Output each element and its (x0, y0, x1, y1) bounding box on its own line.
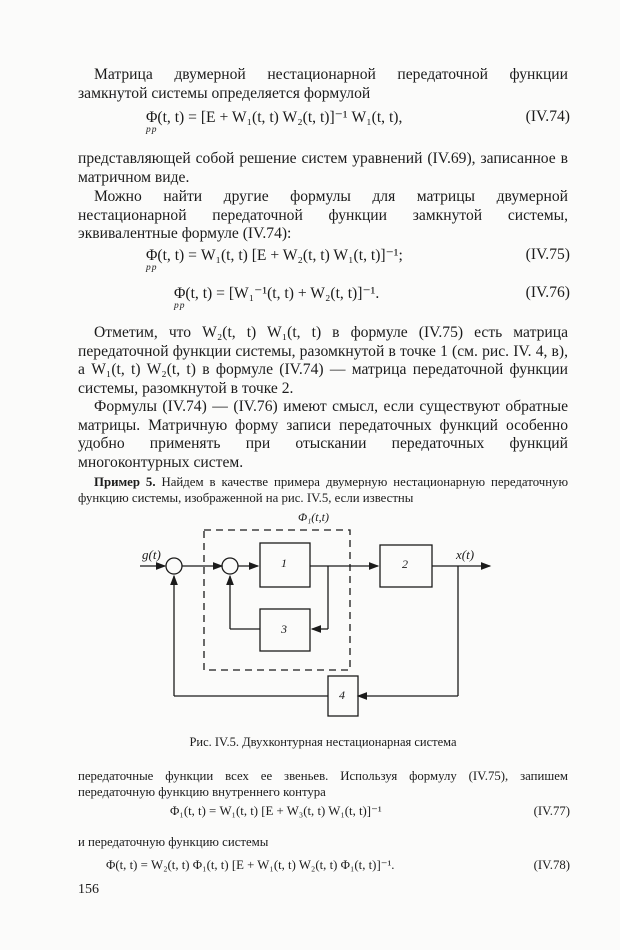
equation-formula: Φ(t, t) = W₂(t, t) Φ₁(t, t) [E + W₁(t, t) W₂(t, t) Φ₁(t, t)]⁻¹. (106, 858, 395, 872)
block-4-label: 4 (339, 688, 345, 702)
sum-junction-outer (166, 558, 182, 574)
equation-iv75 (78, 246, 570, 282)
paragraph-1: Матрица двумерной нестационарной передаточной функции замкнутой системы определяется формулой (78, 66, 568, 102)
equation-number: (IV.76) (525, 284, 570, 301)
block-2-label: 2 (402, 557, 408, 571)
input-label: g(t) (142, 547, 161, 562)
equation-subscript: pp (174, 301, 186, 311)
page-number: 156 (78, 882, 99, 897)
output-label: x(t) (456, 547, 475, 562)
equation-iv76 (78, 284, 570, 320)
figure-caption: Рис. IV.5. Двухконтурная нестационарная система (189, 735, 457, 749)
paragraph-2: представляющей собой решение систем уравнений (IV.69), записанное в матричном виде. (78, 150, 568, 186)
block-3-label: 3 (281, 622, 287, 636)
example-text: Найдем в качестве примера двумерную нестационарную передаточную функцию системы, изображенной на рис. IV.5, если известны (78, 475, 569, 506)
equation-formula: Φ(t, t) = W₁(t, t) [E + W₂(t, t) W₁(t, t)]⁻¹; (146, 247, 403, 264)
paragraph-3: Можно найти другие формулы для матрицы двумерной нестационарной передаточной функции замкнутой системы, эквивалентные формуле (IV.74): (78, 188, 568, 243)
equation-subscript: pp (146, 263, 158, 273)
equation-number: (IV.78) (533, 858, 570, 872)
block-1-label: 1 (281, 556, 287, 570)
equation-iv78 (78, 858, 570, 884)
paragraph-5: Формулы (IV.74) — (IV.76) имеют смысл, если существуют обратные матрицы. Матричную форму записи передаточных функций особенно удобно применять при отыскании передаточных функций многоконтурных систем. (78, 398, 568, 471)
sum-junction-inner (222, 558, 238, 574)
equation-iv74 (78, 108, 570, 144)
phi-label: Φ₁(t,t) (298, 510, 329, 524)
equation-iv77 (78, 804, 570, 830)
equation-number: (IV.74) (525, 108, 570, 125)
equation-number: (IV.77) (533, 804, 570, 818)
diagram-svg (140, 510, 500, 725)
paragraph-7: и передаточную функцию системы (78, 835, 269, 849)
paragraph-6: передаточные функции всех ее звеньев. Используя формулу (IV.75), запишем передаточную функцию внутреннего контура (78, 769, 568, 800)
equation-formula: Φ₁(t, t) = W₁(t, t) [E + W₃(t, t) W₁(t, t)]⁻¹ (170, 804, 382, 818)
paragraph-4: Отметим, что W₂(t, t) W₁(t, t) в формуле (IV.75) есть матрица передаточной функции системы, разомкнутой в точке 1 (см. рис. IV. 4, в), а W₁(t, t) W₂(t, t) в формуле (IV.74) — матрица передаточной функции системы, разомкнутой в точке 2. (78, 324, 568, 397)
example-paragraph (78, 474, 568, 507)
equation-subscript: pp (146, 125, 158, 135)
equation-number: (IV.75) (525, 246, 570, 263)
equation-formula: Φ(t, t) = [E + W₁(t, t) W₂(t, t)]⁻¹ W₁(t, t), (146, 109, 403, 126)
block-diagram (140, 510, 500, 725)
example-label: Пример 5. (94, 475, 156, 489)
equation-formula: Φ(t, t) = [W₁⁻¹(t, t) + W₂(t, t)]⁻¹. (174, 285, 380, 302)
